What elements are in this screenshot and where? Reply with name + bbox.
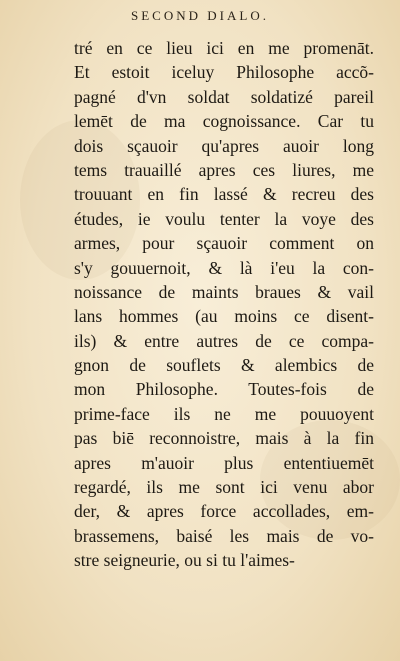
text-line: ils) & entre autres de ce compa-: [74, 330, 374, 351]
text-line: pagné d'vn soldat soldatizé pareil: [74, 86, 374, 107]
text-line: s'y gouuernoit, & là i'eu la con-: [74, 257, 374, 278]
text-line: apres m'auoir plus ententiuemēt: [74, 452, 374, 473]
text-line: Et estoit iceluy Philosophe accõ-: [74, 62, 374, 83]
text-line: lans hommes (au moins ce disent-: [74, 306, 374, 327]
text-line: tems trauaillé apres ces liures, me: [74, 159, 374, 180]
text-line: pas biē reconnoistre, mais à la fin: [74, 428, 374, 449]
text-line: trouuant en fin lassé & recreu des: [74, 184, 374, 205]
text-line: der, & apres force accollades, em-: [74, 501, 374, 522]
text-line: brassemens, baisé les mais de vo-: [74, 525, 374, 546]
text-line: mon Philosophe. Toutes-fois de: [74, 379, 374, 400]
running-header: SECOND DIALO.: [131, 8, 269, 23]
text-line: stre seigneurie, ou si tu l'aimes-: [74, 550, 295, 571]
text-line: armes, pour sçauoir comment on: [74, 233, 374, 254]
text-line: prime-face ils ne me pouuoyent: [74, 403, 374, 424]
text-line: études, ie voulu tenter la voye des: [74, 208, 374, 229]
text-line: tré en ce lieu ici en me promenāt.: [74, 38, 374, 58]
text-line: regardé, ils me sont ici venu abor: [74, 477, 374, 498]
body-text: [74, 36, 374, 573]
text-line: gnon de souflets & alembics de: [74, 355, 374, 376]
text-line: noissance de maints braues & vail: [74, 281, 374, 302]
text-line: lemēt de ma cognoissance. Car tu: [74, 111, 374, 132]
text-line: dois sçauoir qu'apres auoir long: [74, 135, 374, 156]
